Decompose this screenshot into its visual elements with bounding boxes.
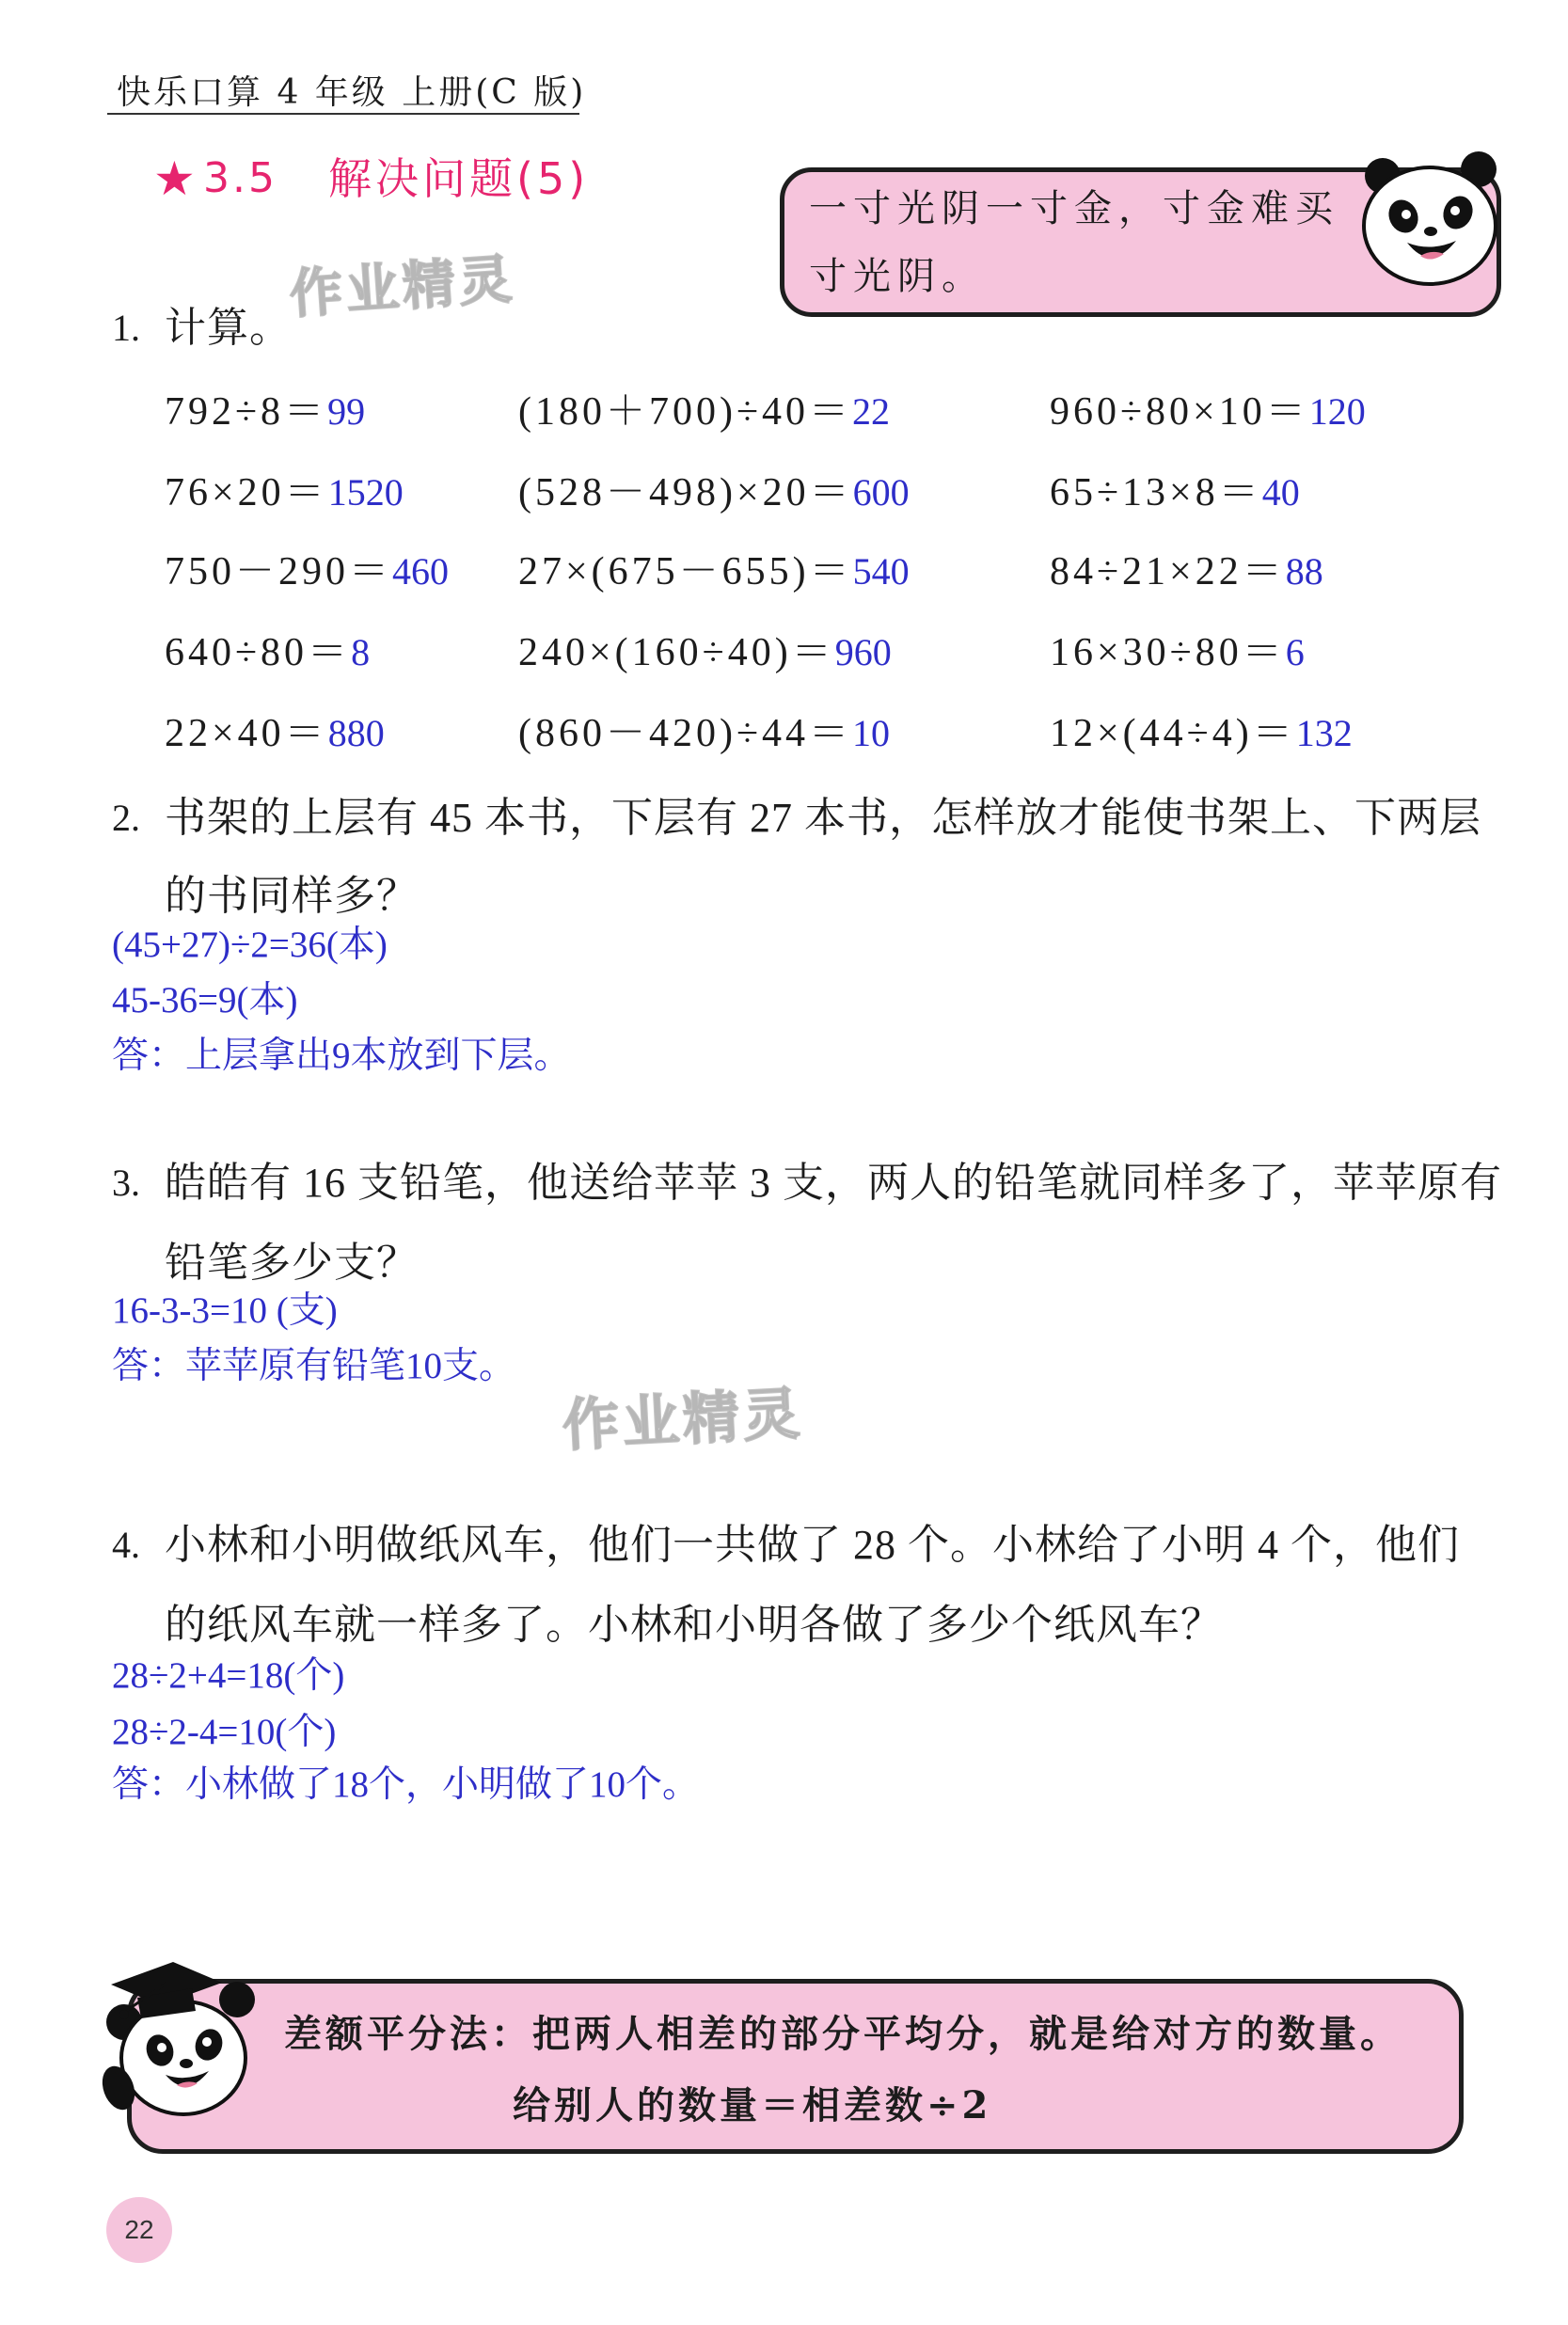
calc-item <box>518 708 890 759</box>
problem-number: 4. <box>112 1524 140 1566</box>
book-header: 快乐口算 4 年级 上册(C 版) <box>107 73 579 115</box>
calc-expression: 792÷8＝ <box>165 390 328 434</box>
calc-expression: 16×30÷80＝ <box>1050 631 1286 674</box>
problem-text: 小林和小明做纸风车，他们一共做了 28 个。小林给了小明 4 个，他们 <box>165 1522 1460 1568</box>
calc-expression: 640÷80＝ <box>165 631 352 674</box>
page-number: 22 <box>106 2197 172 2263</box>
calc-expression: (180＋700)÷40＝ <box>518 390 853 434</box>
problem-text: 皓皓有 16 支铅笔，他送给苹苹 3 支，两人的铅笔就同样多了，苹苹原有 <box>165 1160 1502 1206</box>
panda-graduation-cap-icon <box>94 1956 273 2126</box>
problem-number: 2. <box>112 797 140 839</box>
calc-answer: 88 <box>1285 550 1323 593</box>
calc-answer: 6 <box>1285 631 1305 673</box>
calc-expression: 76×20＝ <box>165 471 328 514</box>
calc-item <box>165 627 370 678</box>
answer-line: 45-36=9(本) <box>112 980 298 1020</box>
watermark: 作业精灵 <box>287 248 517 326</box>
quote-line: 一寸光阴一寸金，寸金难买 <box>809 187 1339 230</box>
calc-answer: 40 <box>1261 471 1300 514</box>
problem-text: 铅笔多少支？ <box>165 1240 419 1286</box>
calc-answer: 22 <box>852 390 891 433</box>
calc-item <box>165 387 365 437</box>
watermark: 作业精灵 <box>561 1381 805 1460</box>
calc-expression: 12×(44÷4)＝ <box>1050 712 1296 755</box>
section-number: 3.5 <box>203 154 277 202</box>
calc-item <box>165 708 385 759</box>
tip-formula: 给别人的数量＝相差数÷2 <box>513 2083 992 2127</box>
calc-expression: 84÷21×22＝ <box>1050 550 1286 593</box>
calc-answer: 600 <box>852 471 910 514</box>
calc-item <box>1050 546 1323 597</box>
calc-item <box>1050 627 1305 678</box>
calc-answer: 540 <box>852 550 910 593</box>
problem-text: 的纸风车就一样多了。小林和小明各做了多少个纸风车？ <box>165 1602 1223 1648</box>
calc-item <box>518 627 892 678</box>
problem-number: 3. <box>112 1162 140 1204</box>
problem-text: 书架的上层有 45 本书，下层有 27 本书，怎样放才能使书架上、下两层 <box>165 795 1481 841</box>
tip-line: 差额平分法：把两人相差的部分平均分，就是给对方的数量。 <box>284 2012 1402 2056</box>
problem-text: 的书同样多？ <box>165 873 419 919</box>
calc-answer: 99 <box>327 390 366 433</box>
calc-answer: 10 <box>852 712 891 754</box>
calc-item <box>1050 467 1300 518</box>
calc-answer: 120 <box>1308 390 1366 433</box>
answer-line: (45+27)÷2=36(本) <box>112 925 388 965</box>
calc-expression: 240×(160÷40)＝ <box>518 631 835 674</box>
calc-item <box>165 467 404 518</box>
calc-item <box>1050 387 1366 437</box>
answer-line: 28÷2+4=18(个) <box>112 1655 345 1696</box>
calc-item <box>1050 708 1353 759</box>
calc-item <box>518 546 910 597</box>
calc-expression: (528－498)×20＝ <box>518 471 853 514</box>
calc-expression: 750－290＝ <box>165 550 393 593</box>
calc-answer: 960 <box>834 631 892 673</box>
problem-number: 1. <box>112 307 140 349</box>
calc-expression: (860－420)÷44＝ <box>518 712 853 755</box>
calc-expression: 27×(675－655)＝ <box>518 550 853 593</box>
calc-expression: 22×40＝ <box>165 712 328 755</box>
calc-answer: 1520 <box>327 471 404 514</box>
problem-instruction: 计算。 <box>165 305 292 351</box>
answer-line: 答：小林做了18个，小明做了10个。 <box>112 1764 700 1805</box>
calc-item <box>518 387 890 437</box>
answer-line: 答：上层拿出9本放到下层。 <box>112 1036 571 1076</box>
calc-item <box>518 467 910 518</box>
answer-line: 28÷2-4=10(个) <box>112 1712 337 1752</box>
panda-face-icon <box>1354 150 1510 292</box>
calc-expression: 960÷80×10＝ <box>1050 390 1309 434</box>
section-title: 解决问题(5) <box>328 153 590 204</box>
calc-answer: 132 <box>1295 712 1353 754</box>
quote-line: 寸光阴。 <box>809 255 986 298</box>
calc-answer: 8 <box>351 631 371 673</box>
calc-expression: 65÷13×8＝ <box>1050 471 1262 514</box>
answer-line: 16-3-3=10 (支) <box>112 1290 338 1331</box>
answer-line: 答：苹苹原有铅笔10支。 <box>112 1346 516 1386</box>
calc-answer: 460 <box>392 550 450 593</box>
calc-answer: 880 <box>327 712 385 754</box>
section-star-icon: ★ <box>153 151 196 206</box>
calc-item <box>165 546 449 597</box>
